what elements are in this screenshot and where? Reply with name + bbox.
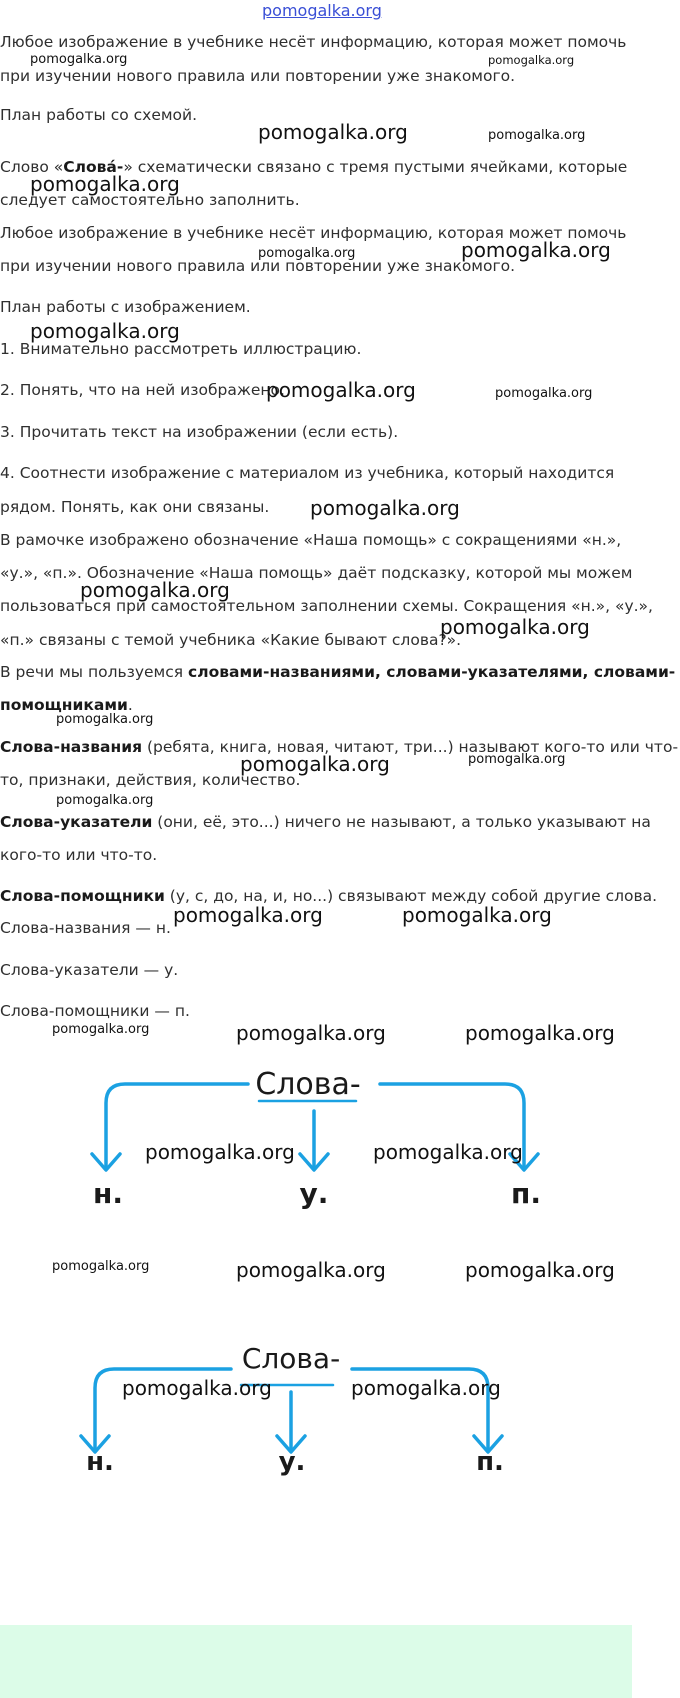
watermark: pomogalka.org: [30, 172, 180, 196]
label-u: у.: [278, 1447, 306, 1477]
watermark: pomogalka.org: [236, 1258, 386, 1282]
helpers-line: Слова-помощники (у, с, до, на, и, но...) связывают между собой другие слова.: [0, 887, 658, 905]
label-u: у.: [299, 1177, 329, 1210]
watermark: pomogalka.org: [122, 1376, 272, 1400]
scheme-text-line-1: Слово «Слова́-» схематически связано с тремя пустыми ячейками, которые: [0, 158, 628, 176]
watermark: pomogalka.org: [402, 903, 552, 927]
watermark: pomogalka.org: [30, 319, 180, 343]
abbr-helpers: Слова-помощники — п.: [0, 1002, 190, 1020]
speech-line-1: В речи мы пользуемся словами-названиями, словами-указателями, словами-: [0, 663, 676, 681]
speech-line-2: помощниками.: [0, 696, 133, 714]
word-scheme-diagram-1: [0, 1050, 680, 1220]
answer-band: [0, 1625, 632, 1698]
plan-image-heading: План работы с изображением.: [0, 298, 251, 316]
step-4-line-1: 4. Соотнести изображение с материалом из учебника, который находится: [0, 464, 615, 482]
watermark: pomogalka.org: [56, 793, 154, 808]
abbr-pointers: Слова-указатели — у.: [0, 961, 179, 979]
word-scheme-diagram-2: [0, 1330, 680, 1500]
watermark: pomogalka.org: [80, 578, 230, 602]
watermark: pomogalka.org: [468, 752, 566, 767]
watermark: pomogalka.org: [145, 1140, 295, 1164]
names-line-1: Слова-названия (ребята, книга, новая, читают, три...) называют кого-то или что-: [0, 738, 679, 756]
abbr-names: Слова-названия — н.: [0, 919, 171, 937]
watermark: pomogalka.org: [488, 53, 575, 67]
root-label: Слова-: [241, 1342, 341, 1375]
watermark: pomogalka.org: [495, 386, 593, 401]
watermark: pomogalka.org: [258, 120, 408, 144]
label-p: п.: [476, 1447, 504, 1477]
watermark: pomogalka.org: [488, 128, 586, 143]
step-1: 1. Внимательно рассмотреть иллюстрацию.: [0, 340, 362, 358]
watermark: pomogalka.org: [236, 1021, 386, 1045]
scheme-text-line-2: следует самостоятельно заполнить.: [0, 191, 300, 209]
label-p: п.: [511, 1177, 541, 1210]
step-3: 3. Прочитать текст на изображении (если есть).: [0, 423, 399, 441]
watermark: pomogalka.org: [258, 246, 356, 261]
label-n: н.: [93, 1177, 123, 1210]
watermark: pomogalka.org: [373, 1140, 523, 1164]
step-2: 2. Понять, что на ней изображено.: [0, 381, 285, 399]
frame-line-1: В рамочке изображено обозначение «Наша помощь» с сокращениями «н.»,: [0, 531, 622, 549]
watermark: pomogalka.org: [461, 238, 611, 262]
watermark-top[interactable]: pomogalka.org: [262, 1, 382, 20]
watermark: pomogalka.org: [173, 903, 323, 927]
pointers-line-1: Слова-указатели (они, её, это...) ничего не называют, а только указывают на: [0, 813, 651, 831]
label-n: н.: [86, 1447, 114, 1477]
p2-line-1: Любое изображение в учебнике несёт информацию, которая может помочь: [0, 224, 627, 242]
watermark: pomogalka.org: [440, 615, 590, 639]
frame-line-4: «п.» связаны с темой учебника «Какие бывают слова?».: [0, 631, 462, 649]
watermark: pomogalka.org: [351, 1376, 501, 1400]
p2-line-2: при изучении нового правила или повторении уже знакомого.: [0, 257, 516, 275]
watermark: pomogalka.org: [465, 1021, 615, 1045]
frame-line-3: пользоваться при самостоятельном заполнении схемы. Сокращения «н.», «у.»,: [0, 597, 653, 615]
watermark: pomogalka.org: [465, 1258, 615, 1282]
root-label: Слова-: [255, 1067, 361, 1102]
frame-line-2: «у.», «п.». Обозначение «Наша помощь» даёт подсказку, которой мы можем: [0, 564, 633, 582]
watermark: pomogalka.org: [52, 1259, 150, 1274]
watermark: pomogalka.org: [266, 378, 416, 402]
watermark: pomogalka.org: [310, 496, 460, 520]
watermark: pomogalka.org: [52, 1022, 150, 1037]
watermark: pomogalka.org: [30, 52, 128, 67]
watermark: pomogalka.org: [56, 712, 154, 727]
intro-line-2: при изучении нового правила или повторении уже знакомого.: [0, 67, 516, 85]
watermark: pomogalka.org: [240, 752, 390, 776]
step-4-line-2: рядом. Понять, как они связаны.: [0, 498, 270, 516]
pointers-line-2: кого-то или что-то.: [0, 846, 158, 864]
plan-scheme-heading: План работы со схемой.: [0, 106, 198, 124]
intro-line-1: Любое изображение в учебнике несёт информацию, которая может помочь: [0, 33, 627, 51]
names-line-2: то, признаки, действия, количество.: [0, 771, 301, 789]
